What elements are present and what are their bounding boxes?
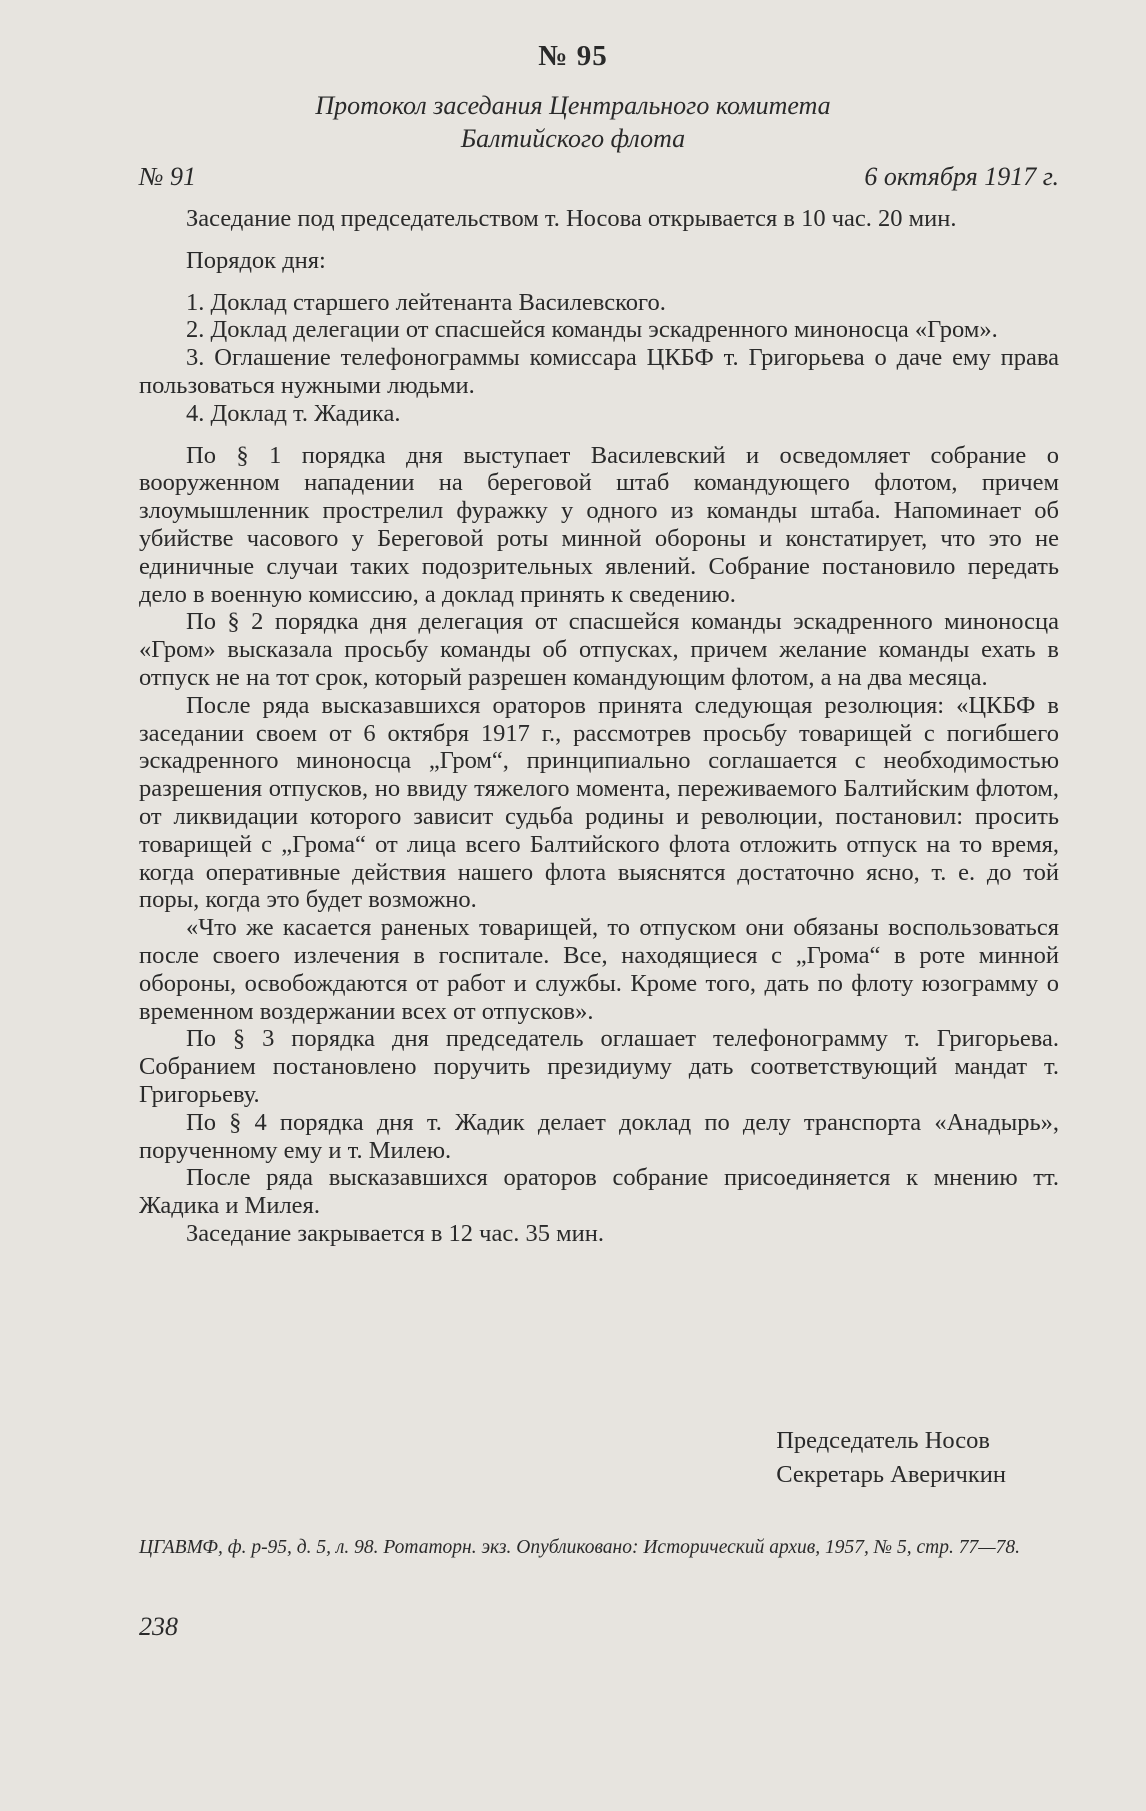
agenda-item: 4. Доклад т. Жадика. bbox=[186, 399, 401, 427]
protocol-meta bbox=[139, 162, 1059, 196]
paragraph-resolution-cont: «Что же касается раненых товарищей, то отпуском они обязаны воспользоваться после своего излечения в госпитале. Все, находящиеся с „Грома“ в роте минной обороны, освобождаются от работ и службы. Кроме того, дать по флоту юзограмму о временном воздержании всех от отпусков». bbox=[139, 914, 1059, 1025]
paragraph-item-2: По § 2 порядка дня делегация от спасшейся команды эскадренного миноносца «Гром» высказала просьбу команды об отпусках, причем желание команды ехать в отпуск не на тот срок, который разрешен командующим флотом, а на два месяца. bbox=[139, 608, 1059, 691]
protocol-number: № 91 bbox=[139, 162, 197, 191]
agenda-heading: Порядок дня: bbox=[186, 246, 326, 274]
agenda-item: 3. Оглашение телефонограммы комиссара ЦКБФ т. Григорьева о даче ему права пользоваться нужными людьми. bbox=[139, 344, 1059, 399]
document-title bbox=[0, 90, 1146, 155]
page-number: 238 bbox=[139, 1612, 178, 1641]
secretary-signature: Секретарь Аверичкин bbox=[776, 1461, 1006, 1488]
protocol-date: 6 октября 1917 г. bbox=[864, 162, 1059, 191]
protocol-body bbox=[139, 205, 1059, 1248]
agenda-item: 1. Доклад старшего лейтенанта Василевского. bbox=[186, 288, 666, 316]
signatures bbox=[776, 1424, 1006, 1492]
source-note: ЦГАВМФ, ф. р-95, д. 5, л. 98. Ротаторн. экз. Опубликовано: Исторический архив, 1957, № 5, стр. 77—78. bbox=[139, 1537, 1020, 1558]
paragraph-closing: Заседание закрывается в 12 час. 35 мин. bbox=[186, 1219, 604, 1247]
opening-paragraph: Заседание под председательством т. Носова открывается в 10 час. 20 мин. bbox=[186, 205, 957, 232]
agenda-list bbox=[139, 289, 1059, 428]
chair-signature: Председатель Носов bbox=[776, 1427, 990, 1454]
paragraph-opinion: После ряда высказавшихся ораторов собрание присоединяется к мнению тт. Жадика и Милея. bbox=[139, 1164, 1059, 1220]
paragraph-item-4: По § 4 порядка дня т. Жадик делает доклад по делу транспорта «Анадырь», порученному ему и т. Милею. bbox=[139, 1108, 1059, 1164]
title-line-1: Протокол заседания Центрального комитета bbox=[315, 91, 831, 120]
title-line-2: Балтийского флота bbox=[460, 123, 686, 153]
document-number: № 95 bbox=[538, 40, 608, 72]
paragraph-item-1: По § 1 порядка дня выступает Василевский и осведомляет собрание о вооруженном нападении на береговой штаб командующего флотом, причем злоумышленник прострелил фуражку у одного из команды штаба. Напоминает об убийстве часового у Береговой роты минной обороны и констатирует, что это не единичные случаи таких подозрительных явлений. Собрание постановило передать дело в военную комиссию, а доклад принять к сведению. bbox=[139, 441, 1059, 608]
agenda-item: 2. Доклад делегации от спасшейся команды эскадренного миноносца «Гром». bbox=[186, 316, 998, 344]
paragraph-item-3: По § 3 порядка дня председатель оглашает телефонограмму т. Григорьева. Собранием постановлено поручить президиуму дать соответствующий мандат т. Григорьеву. bbox=[139, 1025, 1059, 1108]
paragraph-resolution: После ряда высказавшихся ораторов принята следующая резолюция: «ЦКБФ в заседании своем от 6 октября 1917 г., рассмотрев просьбу товарищей с погибшего эскадренного миноносца „Гром“, принципиально соглашается с необходимостью разрешения отпусков, но ввиду тяжелого момента, переживаемого Балтийским флотом, от ликвидации которого зависит судьба родины и революции, постановил: просить товарищей с „Грома“ от лица всего Балтийского флота отложить отпуск на то время, когда оперативные действия нашего флота выяснятся достаточно ясно, т. е. до той поры, когда это будет возможно. bbox=[139, 691, 1059, 914]
